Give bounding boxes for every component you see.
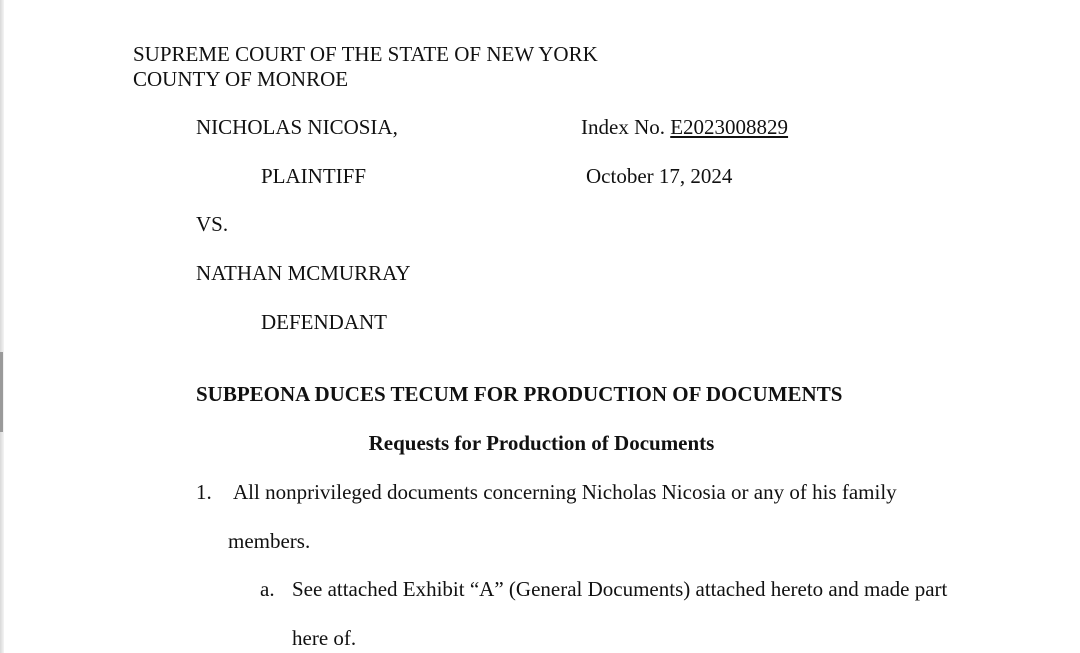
- subrequest-text-continued: here of.: [292, 626, 357, 650]
- scan-edge-mark: [0, 352, 3, 432]
- court-county-line: COUNTY OF MONROE: [133, 67, 349, 91]
- defendant-name: NATHAN MCMURRAY: [196, 261, 411, 285]
- plaintiff-role: PLAINTIFF: [261, 164, 367, 188]
- document-title: SUBPEONA DUCES TECUM FOR PRODUCTION OF DOCUMENTS: [196, 382, 843, 406]
- request-text: All nonprivileged documents concerning Nicholas Nicosia or any of his family: [233, 480, 897, 504]
- request-text-continued: members.: [228, 529, 311, 553]
- subrequest-letter: a.: [260, 577, 275, 601]
- defendant-role: DEFENDANT: [261, 310, 387, 334]
- subrequest-text: See attached Exhibit “A” (General Documents) attached hereto and made part: [292, 577, 948, 601]
- page-edge-shadow: [0, 0, 4, 653]
- plaintiff-name: NICHOLAS NICOSIA,: [196, 115, 398, 139]
- versus-label: VS.: [196, 212, 229, 236]
- index-number-line: [581, 117, 788, 138]
- request-number: 1.: [196, 480, 212, 504]
- index-label: Index No.: [581, 115, 671, 139]
- court-name-line: SUPREME COURT OF THE STATE OF NEW YORK: [133, 42, 598, 66]
- index-number: E2023008829: [670, 115, 789, 139]
- document-date: October 17, 2024: [586, 164, 733, 188]
- document-subtitle: Requests for Production of Documents: [368, 431, 715, 455]
